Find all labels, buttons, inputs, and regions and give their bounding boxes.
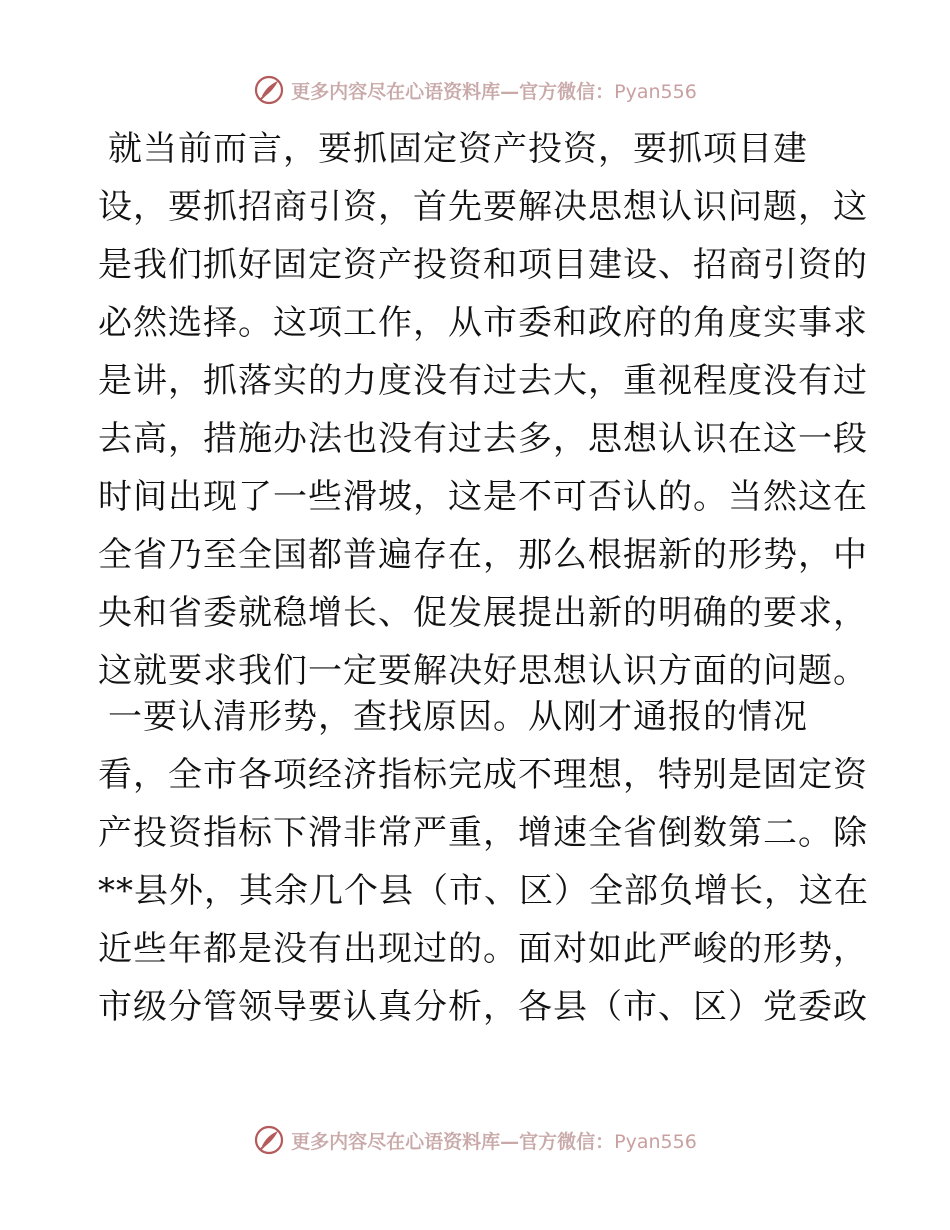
- text-line: 全省乃至全国都普遍存在，那么根据新的形势，中: [98, 535, 868, 575]
- text-line: 是我们抓好固定资产投资和项目建设、招商引资的: [98, 245, 868, 285]
- text-line: 市级分管领导要认真分析，各县（市、区）党委政: [98, 987, 868, 1027]
- header-watermark: [0, 70, 950, 110]
- text-line: 看，全市各项经济指标完成不理想，特别是固定资: [98, 755, 868, 795]
- text-line: 是讲，抓落实的力度没有过去大，重视程度没有过: [98, 361, 868, 401]
- text-line: 一要认清形势，查找原因。从刚才通报的情况: [108, 697, 808, 737]
- footer-watermark: [0, 1120, 950, 1160]
- quill-logo-icon: [253, 1124, 285, 1156]
- text-line: 时间出现了一些滑坡，这是不可否认的。当然这在: [98, 477, 868, 517]
- text-line: 去高，措施办法也没有过去多，思想认识在这一段: [98, 419, 868, 459]
- text-line: 这就要求我们一定要解决好思想认识方面的问题。: [98, 651, 868, 691]
- watermark-text: [291, 1127, 697, 1154]
- text-line: **县外，其余几个县（市、区）全部负增长，这在: [98, 871, 869, 911]
- text-line: 必然选择。这项工作，从市委和政府的角度实事求: [98, 303, 868, 343]
- body-paragraph-2: [98, 688, 869, 1036]
- quill-logo-icon: [253, 74, 285, 106]
- text-line: 设，要抓招商引资，首先要解决思想认识问题，这: [98, 187, 868, 227]
- watermark-label: 更多内容尽在心语资料库—官方微信：: [291, 80, 615, 103]
- text-line: 产投资指标下滑非常严重，增速全省倒数第二。除: [98, 813, 868, 853]
- watermark-wechat-id: Pyan556: [614, 1130, 697, 1153]
- watermark-text: [291, 77, 697, 104]
- text-line: 就当前而言，要抓固定资产投资，要抓项目建: [108, 129, 808, 169]
- watermark-wechat-id: Pyan556: [614, 80, 697, 103]
- text-line: 近些年都是没有出现过的。面对如此严峻的形势，: [98, 929, 868, 969]
- text-line: 央和省委就稳增长、促发展提出新的明确的要求，: [98, 593, 868, 633]
- watermark-label: 更多内容尽在心语资料库—官方微信：: [291, 1130, 615, 1153]
- body-paragraph-1: [98, 120, 868, 700]
